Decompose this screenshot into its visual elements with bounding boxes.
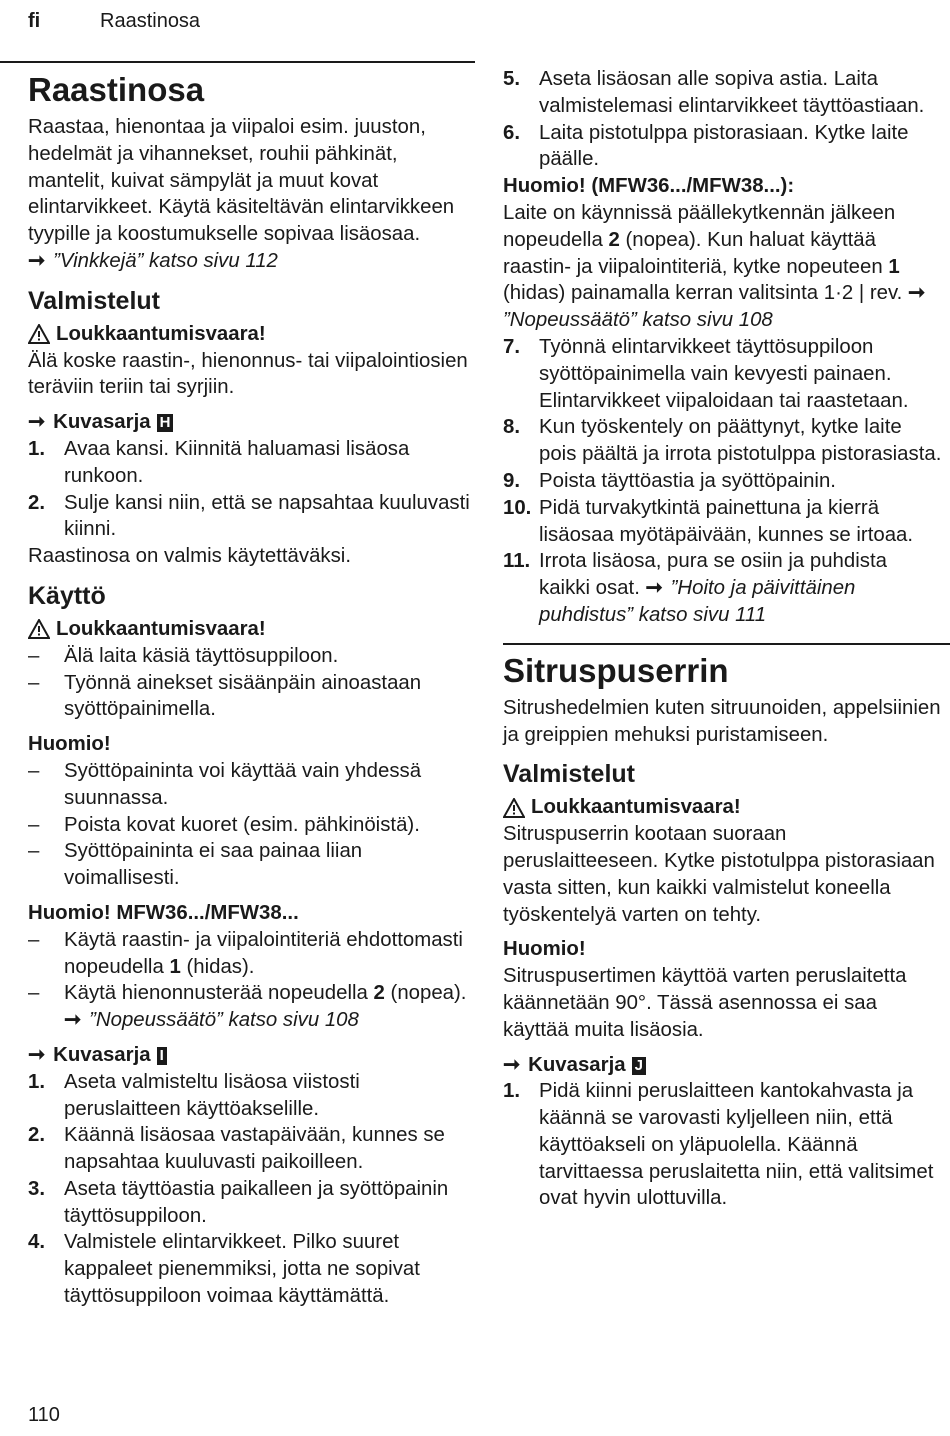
dash-bullet: –: [28, 840, 40, 863]
intro-text: Sitrushedelmien kuten sitruunoiden, appelsiinien ja greippien mehuksi puristamiseen.: [503, 696, 941, 746]
left-column: [28, 64, 476, 1310]
list-item: [28, 758, 476, 812]
list-item-text: Syöttöpaininta ei saa painaa liian voimallisesti.: [64, 840, 363, 890]
dash-bullet: –: [28, 644, 40, 667]
warning-heading: Loukkaantumisvaara!: [28, 321, 476, 348]
step-item: [28, 1122, 476, 1176]
cross-reference[interactable]: ”Nopeussäätö” katso sivu 108: [89, 1009, 359, 1032]
list-item: – Käytä hienonnusterää nopeudella 2 (nopea). ➞ ”Nopeussäätö” katso sivu 108: [28, 980, 476, 1034]
note-heading-models: Huomio! MFW36.../MFW38...: [28, 901, 299, 924]
step-number: 5.: [503, 68, 521, 90]
step-number: 2.: [28, 491, 46, 514]
arrow-right-icon: ➞: [503, 1053, 521, 1076]
note-text: Sitruspusertimen käyttöä varten peruslaitetta käännetään 90°. Tässä asennossa ei saa käyttää muita lisäosia.: [503, 965, 907, 1041]
section-divider: [503, 643, 950, 645]
list-item-text: Poista kovat kuoret (esim. pähkinöistä).: [64, 813, 420, 836]
warning-heading: Loukkaantumisvaara!: [28, 616, 476, 643]
figure-badge: I: [157, 1047, 167, 1065]
step-number: 3.: [28, 1177, 46, 1200]
step-item: [503, 414, 943, 468]
step-number: 9.: [503, 469, 521, 492]
dash-bullet: –: [28, 813, 40, 836]
step-item: 1. Pidä kiinni peruslaitteen kantokahvasta ja käännä se varovasti kyljelleen niin, että käyttöakseli on yläpuolella. Käännä tarvittaessa peruslaitetta niin, että valitsimet ovat hyvin ulottuvilla.: [503, 1080, 934, 1210]
figure-badge: J: [632, 1057, 646, 1075]
step-item: [503, 120, 943, 174]
step-number: 2.: [28, 1124, 46, 1147]
note-heading-models: Huomio! (MFW36.../MFW38...):: [503, 175, 795, 198]
section-title-sitruspuserrin: Sitruspuserrin: [503, 651, 729, 689]
figure-badge: H: [157, 414, 174, 432]
note-heading: Huomio!: [503, 938, 586, 961]
step-number: 10.: [503, 496, 532, 519]
steps-list: [28, 1069, 476, 1310]
page-header: [0, 0, 475, 63]
list-item: – Käytä raastin- ja viipalointiteriä ehdottomasti nopeudella 1 (hidas).: [28, 928, 463, 978]
arrow-right-icon: ➞: [28, 411, 46, 434]
header-title: Raastinosa: [100, 10, 201, 32]
step-text: Poista täyttöastia ja syöttöpainin.: [539, 469, 836, 492]
step-item: [503, 495, 943, 549]
list-item: [28, 812, 476, 839]
intro-text: Raastaa, hienontaa ja viipaloi esim. juuston, hedelmät ja vihannekset, rouhii pähkinät, mantelit, kuivat sämpylät ja muut kovat elintarvikkeet. Käytä käsiteltävän elintarvikkeen tyypille ja koostumukselle sopivaa lisäosaa. ➞ ”Vinkkejä” katso sivu 112: [28, 114, 476, 275]
step-text: Työnnä elintarvikkeet täyttösuppiloon syöttöpainimella vain kevyesti painaen. Elintarvikkeet viipaloidaan tai raastetaan.: [539, 335, 909, 412]
arrow-right-icon: ➞: [907, 282, 926, 305]
step-item: [503, 334, 943, 414]
step-text: Aseta täyttöastia paikalleen ja syöttöpainin täyttösuppiloon.: [64, 1177, 449, 1227]
step-text: Kun työskentely on päättynyt, kytke laite pois päältä ja irrota pistotulppa pistorasiasta.: [539, 416, 942, 466]
note-list: [28, 758, 476, 892]
steps-list: [503, 66, 943, 173]
list-item-text: Älä laita käsiä täyttösuppiloon.: [64, 644, 339, 667]
cross-reference[interactable]: ”Nopeussäätö” katso sivu 108: [503, 309, 773, 332]
language-code: fi: [28, 10, 41, 32]
cross-reference[interactable]: ”Vinkkejä” katso sivu 112: [53, 249, 278, 272]
arrow-right-icon: ➞: [28, 1043, 46, 1066]
list-item-text: Syöttöpaininta voi käyttää vain yhdessä suunnassa.: [64, 759, 422, 809]
note-text: Laite on käynnissä päällekytkennän jälkeen nopeudella 2 (nopea). Kun haluat käyttää raastin- ja viipalointiteriä, kytke nopeuteen 1 (hidas) painamalla kerran valitsinta 1·2 | rev. ➞”Nopeussäätö” katso sivu 108: [503, 201, 926, 332]
step-item: 11. Irrota lisäosa, pura se osiin ja puhdista kaikki osat. ➞ ”Hoito ja päivittäinen puhdistus” katso sivu 111: [503, 550, 887, 626]
step-number: 6.: [503, 121, 521, 144]
cross-reference[interactable]: ”Hoito ja päivittäinen puhdistus” katso sivu 111: [539, 577, 856, 626]
step-number: 7.: [503, 335, 521, 358]
right-column: [503, 66, 943, 1212]
step-item: [28, 1176, 476, 1230]
step-text: Pidä turvakytkintä painettuna ja kierrä lisäosaa myötäpäivään, kunnes se irtoaa.: [539, 496, 914, 546]
step-text: Avaa kansi. Kiinnitä haluamasi lisäosa runkoon.: [64, 437, 410, 487]
warning-list: [28, 643, 476, 723]
step-item: [28, 490, 476, 544]
list-item: [28, 838, 476, 892]
warning-text: Sitruspuserrin kootaan suoraan peruslaitteeseen. Kytke pistotulppa pistorasiaan vasta sitten, kun kaikki valmistelut koneella työskentelyä varten on tehty.: [503, 823, 935, 926]
step-number: 1.: [28, 1070, 46, 1093]
dash-bullet: –: [28, 759, 40, 782]
list-item-text: Työnnä ainekset sisäänpäin ainoastaan syöttöpainimella.: [64, 671, 422, 721]
warning-triangle-icon: [503, 798, 525, 818]
step-number: 4.: [28, 1231, 46, 1254]
warning-triangle-icon: [28, 324, 50, 344]
dash-bullet: –: [28, 671, 40, 694]
arrow-right-icon: ➞: [645, 577, 663, 600]
figure-series-j: ➞ Kuvasarja J: [503, 1052, 943, 1079]
step-text: Sulje kansi niin, että se napsahtaa kuuluvasti kiinni.: [64, 491, 470, 541]
page-number: 110: [28, 1404, 60, 1426]
list-item: [28, 670, 476, 724]
subheading-kaytto: Käyttö: [28, 581, 106, 610]
step-number: 8.: [503, 416, 521, 439]
step-item: [503, 468, 943, 495]
step-number: 1.: [28, 437, 46, 460]
steps-list: [28, 436, 476, 543]
figure-series-i: ➞ Kuvasarja I: [28, 1042, 476, 1069]
step-text: Aseta valmisteltu lisäosa viistosti peruslaitteen käyttöakselille.: [64, 1070, 360, 1120]
note-heading: Huomio!: [28, 733, 111, 756]
step-item: [28, 1229, 476, 1309]
warning-text: Älä koske raastin-, hienonnus- tai viipalointiosien teräviin teriin tai syrjiin.: [28, 349, 468, 399]
warning-triangle-icon: [28, 619, 50, 639]
figure-series-h: ➞ Kuvasarja H: [28, 409, 476, 436]
step-text: Aseta lisäosan alle sopiva astia. Laita valmistelemasi elintarvikkeet täyttöastiaan.: [539, 68, 925, 117]
ready-text: Raastinosa on valmis käytettäväksi.: [28, 545, 351, 568]
steps-list: [503, 334, 943, 548]
step-item: [28, 436, 476, 490]
list-item: [28, 643, 476, 670]
subheading-valmistelut: Valmistelut: [28, 286, 160, 315]
step-text: Valmistele elintarvikkeet. Pilko suuret kappaleet pienemmiksi, jotta ne sopivat täyttösuppiloon voimaa käyttämättä.: [64, 1231, 420, 1308]
step-text: Käännä lisäosaa vastapäivään, kunnes se napsahtaa kuuluvasti paikoilleen.: [64, 1124, 445, 1174]
subheading-valmistelut: Valmistelut: [503, 760, 635, 789]
step-text: Laita pistotulppa pistorasiaan. Kytke laite päälle.: [539, 121, 909, 171]
step-item: [503, 66, 943, 120]
arrow-right-icon: ➞: [64, 1009, 82, 1032]
section-title-raastinosa: Raastinosa: [28, 71, 205, 108]
step-item: [28, 1069, 476, 1123]
warning-heading: Loukkaantumisvaara!: [503, 794, 943, 821]
arrow-right-icon: ➞: [28, 249, 46, 272]
